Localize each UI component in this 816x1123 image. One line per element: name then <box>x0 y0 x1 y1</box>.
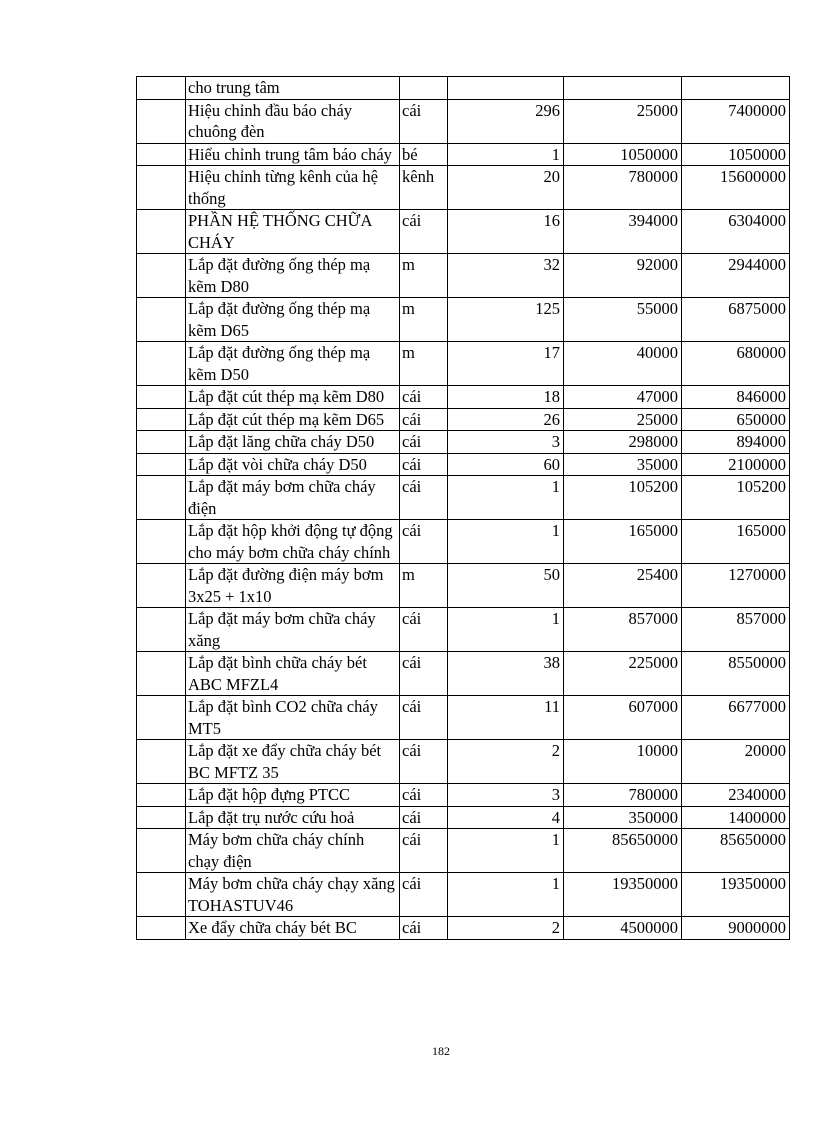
cell-unit: m <box>400 298 448 342</box>
cell-total: 650000 <box>682 408 790 431</box>
cell-total: 1050000 <box>682 143 790 166</box>
cell-unit-price: 298000 <box>564 431 682 454</box>
cell-unit-price: 350000 <box>564 806 682 829</box>
cell-item-name: Máy bơm chữa cháy chính chạy điện <box>186 829 400 873</box>
cell-unit: kênh <box>400 166 448 210</box>
cell-item-name: PHẦN HỆ THỐNG CHỮA CHÁY <box>186 210 400 254</box>
cell-unit: cái <box>400 608 448 652</box>
cell-quantity: 11 <box>448 696 564 740</box>
cell-unit: cái <box>400 696 448 740</box>
cell-total: 2340000 <box>682 784 790 807</box>
cell-index <box>137 829 186 873</box>
cell-quantity: 1 <box>448 476 564 520</box>
cell-total: 857000 <box>682 608 790 652</box>
cell-unit-price: 105200 <box>564 476 682 520</box>
cell-quantity: 20 <box>448 166 564 210</box>
cell-index <box>137 77 186 100</box>
cell-unit-price: 35000 <box>564 453 682 476</box>
cell-index <box>137 564 186 608</box>
cell-unit: cái <box>400 99 448 143</box>
table-row <box>137 917 790 940</box>
cell-item-name: Lắp đặt trụ nước cứu hoả <box>186 806 400 829</box>
cell-total: 15600000 <box>682 166 790 210</box>
table-row <box>137 408 790 431</box>
table-row <box>137 143 790 166</box>
cell-total: 85650000 <box>682 829 790 873</box>
cell-index <box>137 784 186 807</box>
cell-quantity: 32 <box>448 254 564 298</box>
cell-total: 1270000 <box>682 564 790 608</box>
cell-unit: cái <box>400 829 448 873</box>
cell-unit: cái <box>400 520 448 564</box>
cell-item-name: Lắp đặt đường ống thép mạ kẽm D50 <box>186 342 400 386</box>
table-row <box>137 210 790 254</box>
cell-item-name: Lắp đặt máy bơm chữa cháy xăng <box>186 608 400 652</box>
cell-unit: cái <box>400 806 448 829</box>
cell-item-name: Lắp đặt hộp đựng PTCC <box>186 784 400 807</box>
cell-total: 846000 <box>682 386 790 409</box>
cell-unit: cái <box>400 408 448 431</box>
cell-unit: cái <box>400 453 448 476</box>
cell-item-name: Máy bơm chữa cháy chạy xăng TOHASTUV46 <box>186 873 400 917</box>
cell-unit-price: 225000 <box>564 652 682 696</box>
table-row <box>137 431 790 454</box>
cell-unit: cái <box>400 784 448 807</box>
cell-unit: cái <box>400 873 448 917</box>
table-row <box>137 166 790 210</box>
cell-quantity: 3 <box>448 431 564 454</box>
cell-item-name: Hiệu chỉnh đầu báo cháy chuông đèn <box>186 99 400 143</box>
cell-unit: cái <box>400 431 448 454</box>
cell-quantity: 3 <box>448 784 564 807</box>
cell-quantity: 1 <box>448 143 564 166</box>
cell-quantity: 296 <box>448 99 564 143</box>
cell-index <box>137 298 186 342</box>
table-row <box>137 608 790 652</box>
cell-unit <box>400 77 448 100</box>
cell-total: 165000 <box>682 520 790 564</box>
cell-index <box>137 917 186 940</box>
cell-total: 6875000 <box>682 298 790 342</box>
cell-total: 2944000 <box>682 254 790 298</box>
cell-index <box>137 342 186 386</box>
cell-total: 8550000 <box>682 652 790 696</box>
table-row <box>137 696 790 740</box>
cell-unit: cái <box>400 386 448 409</box>
cell-quantity: 18 <box>448 386 564 409</box>
cell-total: 7400000 <box>682 99 790 143</box>
cell-quantity: 38 <box>448 652 564 696</box>
cell-unit-price: 47000 <box>564 386 682 409</box>
cell-unit: cái <box>400 740 448 784</box>
cell-quantity: 2 <box>448 740 564 784</box>
cell-index <box>137 210 186 254</box>
cell-unit-price: 19350000 <box>564 873 682 917</box>
cell-item-name: Lắp đặt đường ống thép mạ kẽm D80 <box>186 254 400 298</box>
cell-item-name: Lắp đặt đường điện máy bơm 3x25 + 1x10 <box>186 564 400 608</box>
cell-index <box>137 652 186 696</box>
cell-unit: cái <box>400 917 448 940</box>
cell-index <box>137 408 186 431</box>
table-row <box>137 564 790 608</box>
cost-estimate-table-body <box>137 77 790 940</box>
cell-item-name: Lắp đặt lăng chữa cháy D50 <box>186 431 400 454</box>
cell-unit: m <box>400 254 448 298</box>
table-row <box>137 740 790 784</box>
cell-quantity: 1 <box>448 829 564 873</box>
cell-index <box>137 166 186 210</box>
page-number: 182 <box>432 1044 450 1058</box>
cell-unit-price: 1050000 <box>564 143 682 166</box>
cell-item-name: Lắp đặt máy bơm chữa cháy điện <box>186 476 400 520</box>
cell-unit-price: 780000 <box>564 784 682 807</box>
cell-quantity <box>448 77 564 100</box>
table-row <box>137 254 790 298</box>
cell-quantity: 50 <box>448 564 564 608</box>
table-row <box>137 342 790 386</box>
table-row <box>137 386 790 409</box>
table-row <box>137 652 790 696</box>
cell-item-name: Hiệu chỉnh từng kênh của hệ thống <box>186 166 400 210</box>
cell-unit-price: 25000 <box>564 408 682 431</box>
cell-index <box>137 143 186 166</box>
cell-unit-price: 857000 <box>564 608 682 652</box>
cell-item-name: cho trung tâm <box>186 77 400 100</box>
cell-quantity: 1 <box>448 873 564 917</box>
cell-item-name: Lắp đặt hộp khởi động tự động cho máy bơm chữa cháy chính <box>186 520 400 564</box>
cell-unit-price: 780000 <box>564 166 682 210</box>
cell-unit: m <box>400 342 448 386</box>
cell-item-name: Lắp đặt cút thép mạ kẽm D80 <box>186 386 400 409</box>
cell-index <box>137 431 186 454</box>
cell-item-name: Lắp đặt cút thép mạ kẽm D65 <box>186 408 400 431</box>
cell-total: 20000 <box>682 740 790 784</box>
table-row <box>137 298 790 342</box>
table-row <box>137 873 790 917</box>
cell-quantity: 2 <box>448 917 564 940</box>
cell-quantity: 1 <box>448 520 564 564</box>
cell-unit-price: 40000 <box>564 342 682 386</box>
cell-unit-price: 607000 <box>564 696 682 740</box>
cell-item-name: Lắp đặt đường ống thép mạ kẽm D65 <box>186 298 400 342</box>
cell-unit-price: 92000 <box>564 254 682 298</box>
cell-unit-price: 394000 <box>564 210 682 254</box>
cell-quantity: 4 <box>448 806 564 829</box>
cell-quantity: 60 <box>448 453 564 476</box>
cell-unit-price: 55000 <box>564 298 682 342</box>
cell-unit-price: 165000 <box>564 520 682 564</box>
table-row <box>137 476 790 520</box>
cell-item-name: Lắp đặt xe đẩy chữa cháy bét BC MFTZ 35 <box>186 740 400 784</box>
cell-total: 894000 <box>682 431 790 454</box>
cell-index <box>137 873 186 917</box>
cell-item-name: Lắp đặt bình chữa cháy bét ABC MFZL4 <box>186 652 400 696</box>
cost-estimate-table <box>136 76 790 940</box>
table-row <box>137 99 790 143</box>
cell-index <box>137 453 186 476</box>
cell-unit: m <box>400 564 448 608</box>
cell-quantity: 16 <box>448 210 564 254</box>
cell-unit-price: 10000 <box>564 740 682 784</box>
cell-unit: bé <box>400 143 448 166</box>
cell-quantity: 125 <box>448 298 564 342</box>
cell-unit-price: 4500000 <box>564 917 682 940</box>
cell-index <box>137 386 186 409</box>
cell-unit: cái <box>400 476 448 520</box>
table-row <box>137 453 790 476</box>
cell-total: 19350000 <box>682 873 790 917</box>
cell-index <box>137 99 186 143</box>
table-row <box>137 520 790 564</box>
cell-unit-price: 25000 <box>564 99 682 143</box>
cell-quantity: 26 <box>448 408 564 431</box>
table-row <box>137 77 790 100</box>
cell-item-name: Xe đẩy chữa cháy bét BC <box>186 917 400 940</box>
cell-total: 105200 <box>682 476 790 520</box>
table-row <box>137 806 790 829</box>
cell-total: 680000 <box>682 342 790 386</box>
cell-unit: cái <box>400 652 448 696</box>
cell-index <box>137 608 186 652</box>
table-row <box>137 829 790 873</box>
cell-index <box>137 476 186 520</box>
cell-index <box>137 254 186 298</box>
cell-index <box>137 696 186 740</box>
cell-index <box>137 520 186 564</box>
cell-total: 1400000 <box>682 806 790 829</box>
cell-index <box>137 740 186 784</box>
cell-total: 6304000 <box>682 210 790 254</box>
cell-item-name: Hiểu chỉnh trung tâm báo cháy <box>186 143 400 166</box>
cell-index <box>137 806 186 829</box>
cell-total: 6677000 <box>682 696 790 740</box>
cell-quantity: 1 <box>448 608 564 652</box>
cell-unit: cái <box>400 210 448 254</box>
cell-unit-price: 25400 <box>564 564 682 608</box>
cell-unit-price <box>564 77 682 100</box>
cell-total: 9000000 <box>682 917 790 940</box>
cell-unit-price: 85650000 <box>564 829 682 873</box>
cell-item-name: Lắp đặt vòi chữa cháy D50 <box>186 453 400 476</box>
cell-total: 2100000 <box>682 453 790 476</box>
cell-quantity: 17 <box>448 342 564 386</box>
cell-item-name: Lắp đặt bình CO2 chữa cháy MT5 <box>186 696 400 740</box>
table-row <box>137 784 790 807</box>
cell-total <box>682 77 790 100</box>
